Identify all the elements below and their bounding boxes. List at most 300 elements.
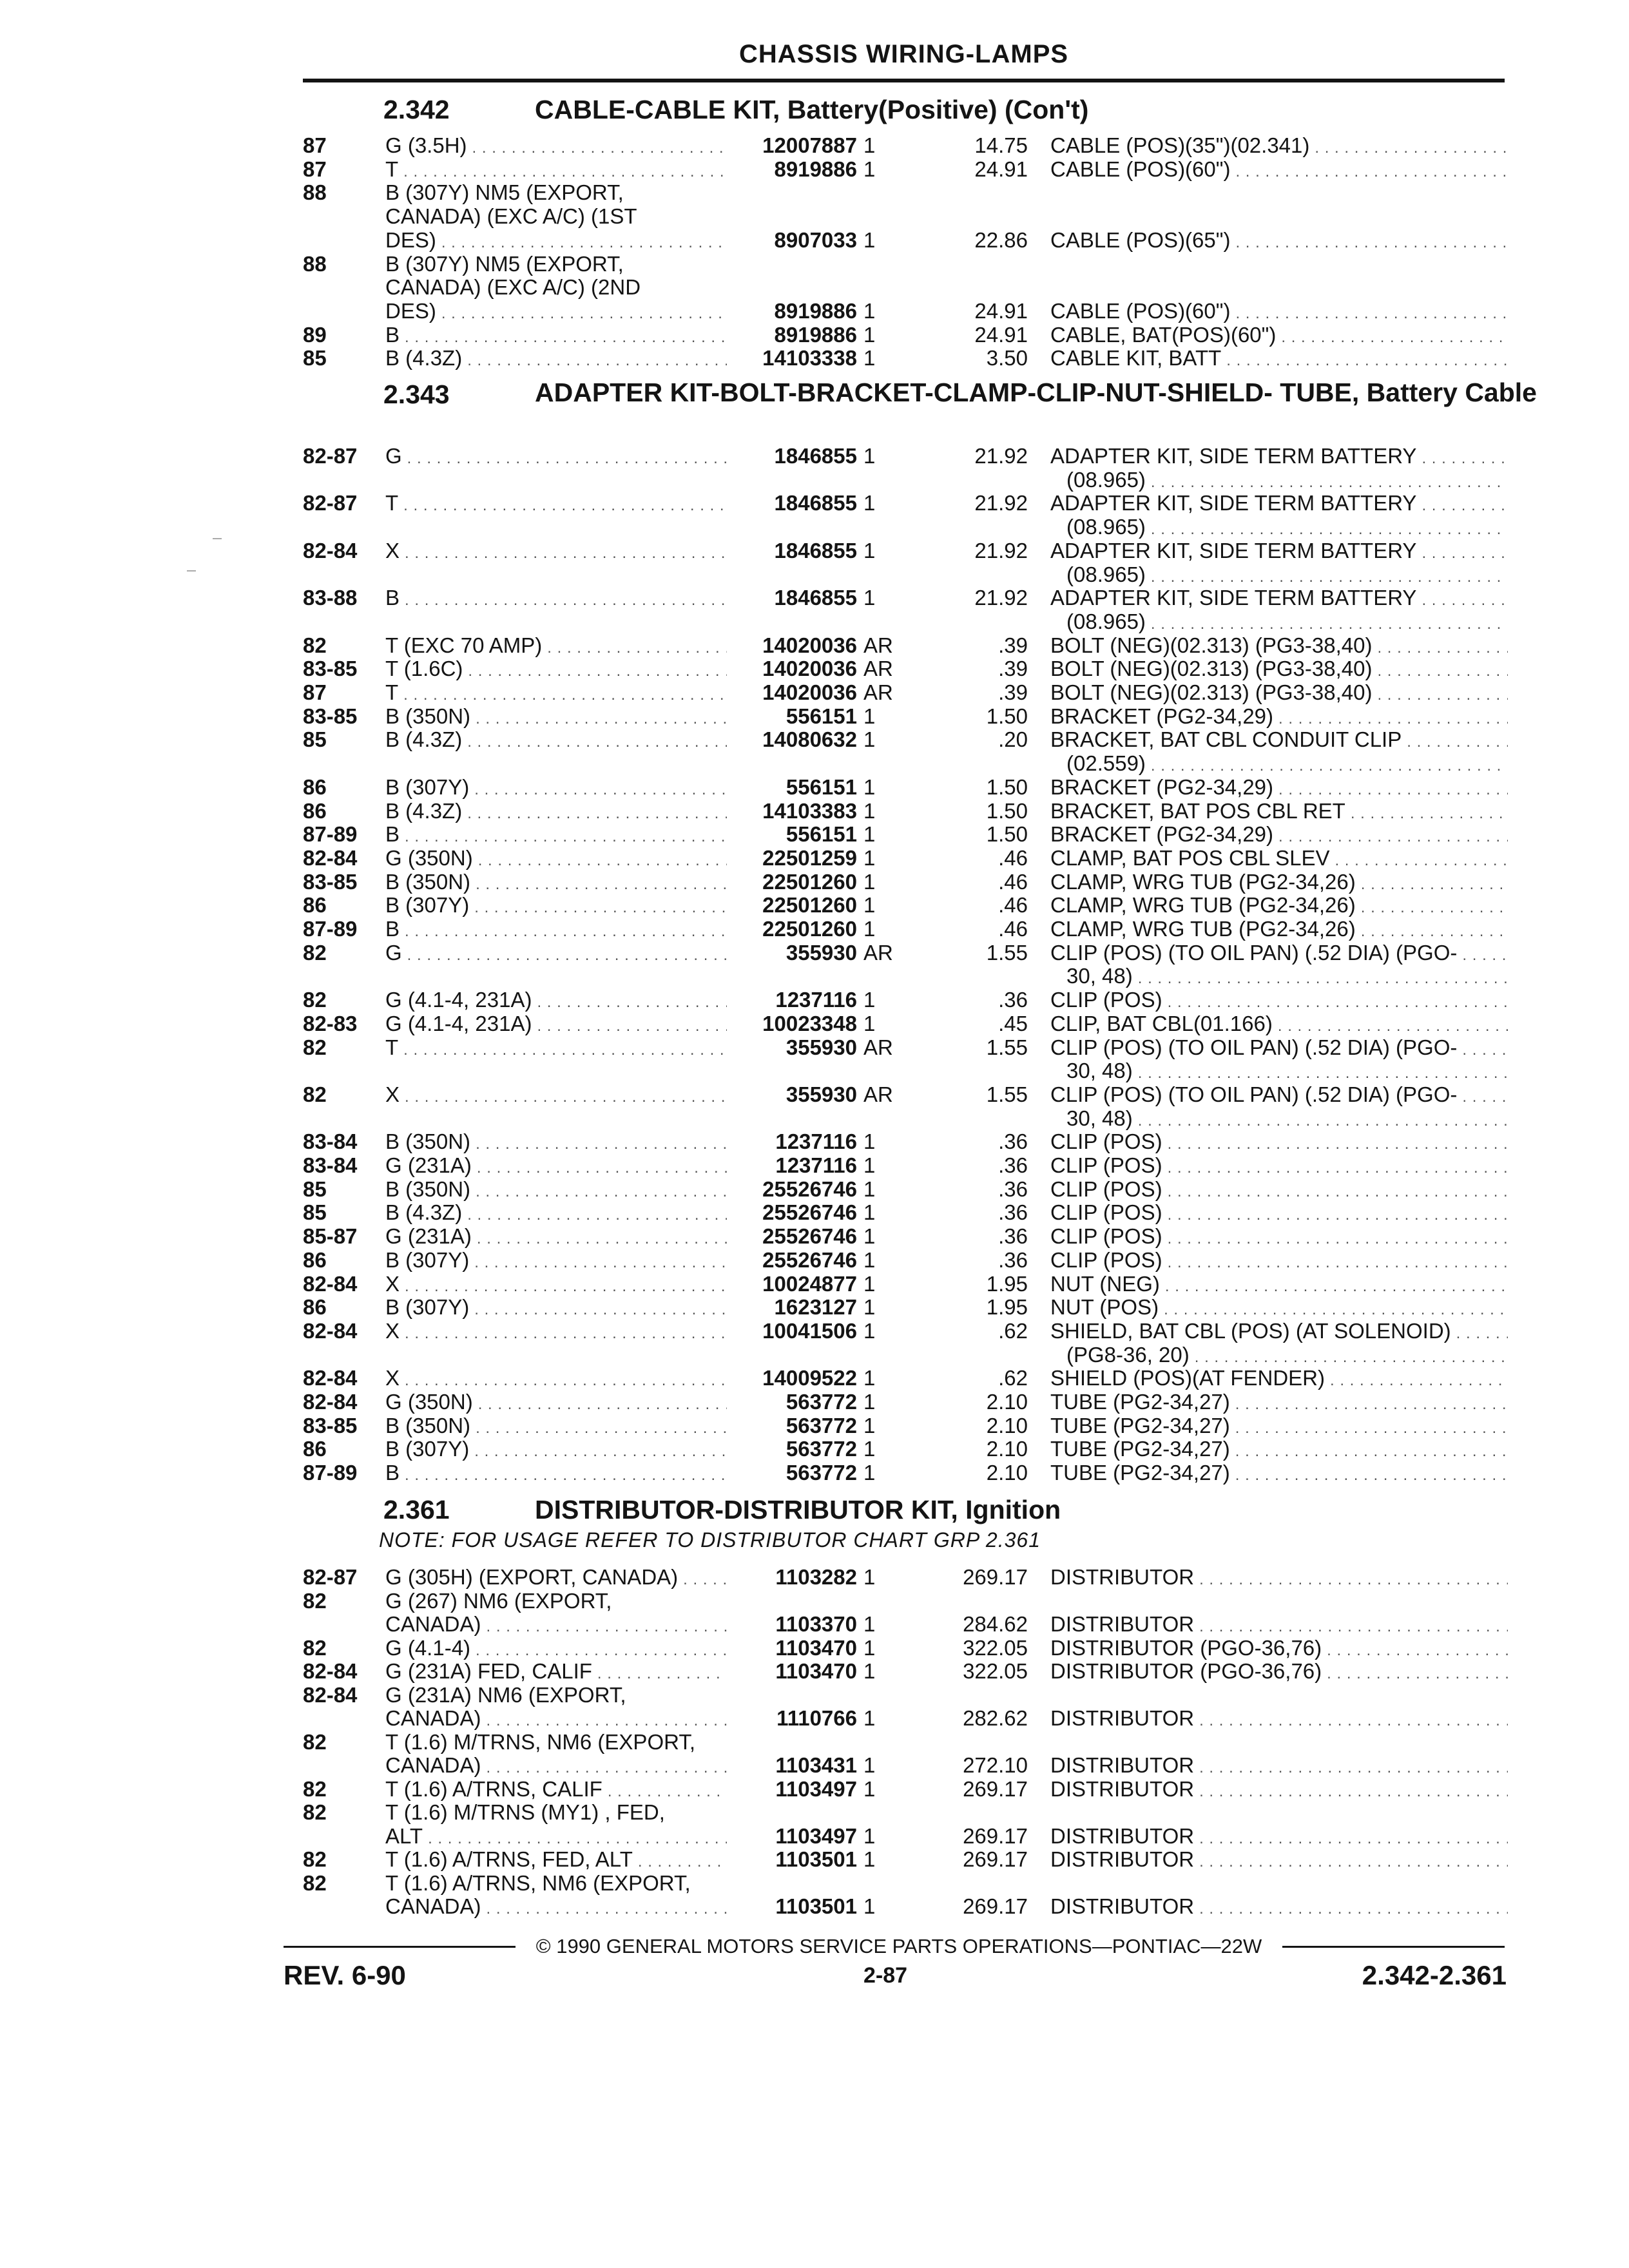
table-row	[0, 1731, 1629, 1754]
description: G (4.1-4) . . .	[385, 1637, 727, 1662]
model-year: 87-89	[303, 1461, 358, 1485]
model-year: 82	[303, 1636, 327, 1660]
part-name: CABLE (POS)(35")(02.341) . . .	[1050, 134, 1508, 160]
part-name: DISTRIBUTOR . . .	[1050, 1566, 1508, 1591]
part-name: CLIP (POS) . . .	[1050, 1249, 1508, 1274]
description: G (231A) FED, CALIF . . .	[385, 1660, 727, 1686]
quantity: 1	[863, 917, 876, 941]
table-row	[0, 515, 1629, 539]
part-number: 22501260	[762, 893, 857, 917]
model-year: 86	[303, 1248, 327, 1272]
footer-revision: REV. 6-90	[284, 1960, 406, 1990]
price: 1.55	[986, 941, 1028, 965]
table-row	[0, 1590, 1629, 1613]
table-row	[0, 752, 1629, 775]
section-title: DISTRIBUTOR-DISTRIBUTOR KIT, Ignition	[535, 1495, 1061, 1524]
part-name: 30, 48) . . .	[1066, 965, 1508, 990]
part-number: 1846855	[774, 586, 857, 610]
description: G (305H) (EXPORT, CANADA) . . .	[385, 1566, 727, 1591]
quantity: AR	[863, 680, 893, 704]
quantity: 1	[863, 1012, 876, 1035]
part-name: SHIELD (POS)(AT FENDER) . . .	[1050, 1367, 1508, 1392]
description: B . . .	[385, 823, 727, 849]
model-year: 86	[303, 893, 327, 917]
part-number: 355930	[786, 941, 857, 965]
description: B (350N) . . .	[385, 1178, 727, 1204]
description: B (4.3Z) . . .	[385, 347, 727, 372]
description: B . . .	[385, 323, 727, 349]
price: 1.50	[986, 799, 1028, 823]
part-number: 1103470	[775, 1659, 857, 1683]
table-row	[0, 965, 1629, 988]
part-name: BRACKET, BAT POS CBL RET . . .	[1050, 800, 1508, 825]
price: 1.50	[986, 704, 1028, 728]
part-name: BOLT (NEG)(02.313) (PG3-38,40) . . .	[1050, 634, 1508, 660]
description: G (3.5H) . . .	[385, 134, 727, 160]
part-name: CABLE, BAT(POS)(60") . . .	[1050, 323, 1508, 349]
table-row	[0, 1083, 1629, 1106]
part-name: ADAPTER KIT, SIDE TERM BATTERY . . .	[1050, 492, 1508, 517]
price: .45	[998, 1012, 1028, 1035]
price: 24.91	[974, 157, 1028, 181]
part-number: 1103497	[775, 1824, 857, 1848]
table-row	[0, 492, 1629, 515]
table-row	[0, 1825, 1629, 1848]
table-row	[0, 705, 1629, 728]
price: .46	[998, 893, 1028, 917]
model-year: 85-87	[303, 1224, 358, 1248]
description: DES) . . .	[385, 229, 727, 255]
quantity: 1	[863, 870, 876, 894]
quantity: AR	[863, 657, 893, 680]
part-number: 25526746	[762, 1177, 857, 1201]
quantity: AR	[863, 1035, 893, 1059]
part-number: 1846855	[774, 491, 857, 515]
quantity: 1	[863, 1390, 876, 1414]
quantity: 1	[863, 846, 876, 870]
description	[385, 563, 727, 589]
description	[385, 965, 727, 990]
table-row	[0, 870, 1629, 894]
model-year: 82-87	[303, 491, 358, 515]
part-name: DISTRIBUTOR . . .	[1050, 1825, 1508, 1850]
part-name: CLIP (POS) . . .	[1050, 1225, 1508, 1251]
part-name: CLAMP, BAT POS CBL SLEV . . .	[1050, 847, 1508, 872]
part-name: CLIP (POS) . . .	[1050, 1178, 1508, 1204]
model-year: 82-84	[303, 1390, 358, 1414]
model-year: 82	[303, 941, 327, 965]
footer-copyright: © 1990 GENERAL MOTORS SERVICE PARTS OPERATIONS—PONTIAC—22W	[535, 1935, 1262, 1957]
description: CANADA) . . .	[385, 1754, 727, 1780]
part-number: 10024877	[762, 1272, 857, 1296]
quantity: 1	[863, 299, 876, 323]
description: T (EXC 70 AMP) . . .	[385, 634, 727, 660]
quantity: 1	[863, 1461, 876, 1485]
part-name: CLIP (POS) (TO OIL PAN) (.52 DIA) (PGO- . . .	[1050, 941, 1508, 967]
price: 2.10	[986, 1437, 1028, 1461]
description: CANADA) . . .	[385, 1707, 727, 1733]
table-row	[0, 1461, 1629, 1485]
model-year: 82-84	[303, 1272, 358, 1296]
price: 322.05	[963, 1659, 1028, 1683]
part-name: DISTRIBUTOR . . .	[1050, 1895, 1508, 1921]
model-year: 82-83	[303, 1012, 358, 1035]
model-year: 89	[303, 323, 327, 347]
part-name: DISTRIBUTOR . . .	[1050, 1848, 1508, 1874]
part-name: CABLE (POS)(65") . . .	[1050, 229, 1508, 255]
price: 22.86	[974, 228, 1028, 252]
part-number: 25526746	[762, 1248, 857, 1272]
table-row	[0, 681, 1629, 704]
description: CANADA) . . .	[385, 1613, 727, 1639]
part-name: DISTRIBUTOR (PGO-36,76) . . .	[1050, 1660, 1508, 1686]
part-number: 1103370	[775, 1612, 857, 1636]
part-name	[1050, 276, 1508, 302]
description: T . . .	[385, 492, 727, 517]
part-number: 1846855	[774, 539, 857, 562]
page-title: CHASSIS WIRING-LAMPS	[738, 40, 1069, 68]
quantity: 1	[863, 1612, 876, 1636]
part-number: 14103383	[762, 799, 857, 823]
description: G (231A) . . .	[385, 1154, 727, 1180]
part-name: TUBE (PG2-34,27) . . .	[1050, 1461, 1508, 1487]
part-name: BRACKET (PG2-34,29) . . .	[1050, 776, 1508, 802]
model-year: 82	[303, 988, 327, 1012]
description: B (4.3Z) . . .	[385, 728, 727, 754]
description: B (350N) . . .	[385, 1130, 727, 1156]
part-number: 1237116	[775, 1129, 857, 1153]
part-number: 12007887	[762, 133, 857, 157]
table-row	[0, 1107, 1629, 1130]
part-name	[1050, 1590, 1508, 1615]
price: .39	[998, 657, 1028, 680]
part-name: ADAPTER KIT, SIDE TERM BATTERY . . .	[1050, 586, 1508, 612]
part-name: CABLE (POS)(60") . . .	[1050, 300, 1508, 325]
table-row	[0, 1225, 1629, 1248]
table-row	[0, 1249, 1629, 1272]
table-row	[0, 728, 1629, 751]
part-name	[1050, 181, 1508, 207]
quantity: 1	[863, 1636, 876, 1660]
part-name: CLIP (POS) . . .	[1050, 1201, 1508, 1227]
price: 322.05	[963, 1636, 1028, 1660]
description: X . . .	[385, 539, 727, 565]
quantity: 1	[863, 1272, 876, 1296]
margin-mark	[213, 538, 222, 539]
model-year: 82	[303, 633, 327, 657]
section-header	[383, 380, 1629, 408]
description: T . . .	[385, 158, 727, 184]
price: .46	[998, 846, 1028, 870]
price: .36	[998, 1248, 1028, 1272]
model-year: 82-84	[303, 539, 358, 562]
price: 1.50	[986, 775, 1028, 799]
table-row	[0, 1390, 1629, 1414]
quantity: 1	[863, 1706, 876, 1730]
part-number: 1110766	[776, 1706, 857, 1730]
part-name: DISTRIBUTOR . . .	[1050, 1754, 1508, 1780]
description: G . . .	[385, 445, 727, 470]
quantity: 1	[863, 1366, 876, 1390]
section-header	[383, 1495, 1629, 1524]
table-row	[0, 800, 1629, 823]
price: 2.10	[986, 1414, 1028, 1437]
description: T . . .	[385, 1036, 727, 1062]
quantity: AR	[863, 941, 893, 965]
part-name: CLIP (POS) . . .	[1050, 1130, 1508, 1156]
description: X . . .	[385, 1367, 727, 1392]
part-number: 1623127	[774, 1295, 857, 1319]
price: .36	[998, 1177, 1028, 1201]
quantity: 1	[863, 1659, 876, 1683]
quantity: 1	[863, 1177, 876, 1201]
description: X . . .	[385, 1273, 727, 1298]
table-row	[0, 610, 1629, 633]
quantity: 1	[863, 988, 876, 1012]
part-name: ADAPTER KIT, SIDE TERM BATTERY . . .	[1050, 445, 1508, 470]
description: G (231A) NM6 (EXPORT,	[385, 1684, 626, 1707]
quantity: 1	[863, 133, 876, 157]
table-row	[0, 1059, 1629, 1082]
description: T (1.6) M/TRNS (MY1) , FED,	[385, 1801, 665, 1824]
price: 2.10	[986, 1461, 1028, 1485]
quantity: 1	[863, 704, 876, 728]
model-year: 82-87	[303, 1565, 358, 1589]
model-year: 82	[303, 1589, 327, 1613]
quantity: 1	[863, 893, 876, 917]
description: G (350N) . . .	[385, 847, 727, 872]
table-row	[0, 445, 1629, 468]
table-row	[0, 1801, 1629, 1824]
table-row	[0, 1343, 1629, 1367]
description: G (350N) . . .	[385, 1390, 727, 1416]
price: .36	[998, 1153, 1028, 1177]
part-name: NUT (POS) . . .	[1050, 1296, 1508, 1321]
part-number: 14020036	[762, 633, 857, 657]
price: .39	[998, 680, 1028, 704]
part-name: NUT (NEG) . . .	[1050, 1273, 1508, 1298]
description: B . . .	[385, 586, 727, 612]
price: 14.75	[974, 133, 1028, 157]
part-name: CLIP (POS) (TO OIL PAN) (.52 DIA) (PGO- . . .	[1050, 1036, 1508, 1062]
table-row	[0, 1012, 1629, 1035]
table-row	[0, 1154, 1629, 1177]
part-number: 1103282	[775, 1565, 857, 1589]
price: 284.62	[963, 1612, 1028, 1636]
part-name: CLIP (POS) . . .	[1050, 988, 1508, 1014]
price: .36	[998, 1200, 1028, 1224]
model-year: 87	[303, 680, 327, 704]
model-year: 82-84	[303, 1659, 358, 1683]
part-name: BRACKET (PG2-34,29) . . .	[1050, 823, 1508, 849]
table-row	[0, 539, 1629, 562]
description: X . . .	[385, 1320, 727, 1345]
model-year: 82	[303, 1035, 327, 1059]
quantity: 1	[863, 822, 876, 846]
table-row	[0, 941, 1629, 965]
part-name	[1050, 205, 1508, 231]
part-number: 14103338	[762, 346, 857, 370]
part-name	[1050, 1801, 1508, 1827]
section-number: 2.343	[383, 380, 450, 409]
description: B (350N) . . .	[385, 870, 727, 896]
model-year: 88	[303, 252, 327, 276]
part-name	[1050, 253, 1508, 278]
part-name: BOLT (NEG)(02.313) (PG3-38,40) . . .	[1050, 681, 1508, 707]
part-number: 1103497	[775, 1777, 857, 1801]
quantity: 1	[863, 444, 876, 468]
part-number: 10023348	[762, 1012, 857, 1035]
part-name: ADAPTER KIT, SIDE TERM BATTERY . . .	[1050, 539, 1508, 565]
model-year: 87	[303, 133, 327, 157]
table-row	[0, 1895, 1629, 1918]
table-row	[0, 634, 1629, 657]
table-row	[0, 276, 1629, 299]
part-number: 14020036	[762, 657, 857, 680]
part-number: 556151	[786, 775, 857, 799]
table-row	[0, 1201, 1629, 1224]
table-row	[0, 1130, 1629, 1153]
model-year: 83-85	[303, 1414, 358, 1437]
quantity: 1	[863, 1565, 876, 1589]
part-number: 563772	[786, 1437, 857, 1461]
model-year: 88	[303, 180, 327, 204]
price: 24.91	[974, 323, 1028, 347]
part-name: BRACKET, BAT CBL CONDUIT CLIP . . .	[1050, 728, 1508, 754]
table-row	[0, 1754, 1629, 1777]
description: CANADA) . . .	[385, 1895, 727, 1921]
part-number: 355930	[786, 1035, 857, 1059]
price: 269.17	[963, 1847, 1028, 1871]
quantity: 1	[863, 1753, 876, 1777]
table-row	[0, 347, 1629, 370]
description: B (307Y) NM5 (EXPORT,	[385, 253, 624, 276]
quantity: 1	[863, 799, 876, 823]
part-name: (PG8-36, 20) . . .	[1066, 1343, 1508, 1369]
description: B (307Y) . . .	[385, 1437, 727, 1463]
price: 269.17	[963, 1777, 1028, 1801]
description: G (4.1-4, 231A) . . .	[385, 1012, 727, 1038]
description: B (4.3Z) . . .	[385, 1201, 727, 1227]
description: T . . .	[385, 681, 727, 707]
description: G (4.1-4, 231A) . . .	[385, 988, 727, 1014]
table-row	[0, 563, 1629, 586]
description	[385, 1107, 727, 1133]
table-row	[0, 1273, 1629, 1296]
table-row	[0, 468, 1629, 492]
model-year: 87	[303, 157, 327, 181]
price: 21.92	[974, 444, 1028, 468]
table-row	[0, 134, 1629, 157]
model-year: 85	[303, 1200, 327, 1224]
model-year: 82	[303, 1871, 327, 1895]
section-number: 2.342	[383, 95, 450, 124]
description: B (350N) . . .	[385, 1414, 727, 1440]
part-number: 556151	[786, 822, 857, 846]
section-title: CABLE-CABLE KIT, Battery(Positive) (Con't)	[535, 95, 1089, 124]
description: B (307Y) . . .	[385, 894, 727, 919]
part-name	[1050, 1872, 1508, 1898]
table-row	[0, 586, 1629, 610]
part-number: 22501259	[762, 846, 857, 870]
model-year: 82-84	[303, 1366, 358, 1390]
table-row	[0, 988, 1629, 1012]
description	[385, 1343, 727, 1369]
part-name: SHIELD, BAT CBL (POS) (AT SOLENOID) . . .	[1050, 1320, 1508, 1345]
model-year: 82-84	[303, 846, 358, 870]
part-number: 1103501	[775, 1894, 857, 1918]
description: B (4.3Z) . . .	[385, 800, 727, 825]
price: .39	[998, 633, 1028, 657]
description: ALT . . .	[385, 1825, 727, 1850]
table-row	[0, 253, 1629, 276]
part-number: 1103470	[775, 1636, 857, 1660]
model-year: 85	[303, 1177, 327, 1201]
description: T (1.6C) . . .	[385, 657, 727, 683]
part-name: BRACKET (PG2-34,29) . . .	[1050, 705, 1508, 731]
model-year: 82-84	[303, 1319, 358, 1343]
table-row	[0, 1872, 1629, 1895]
part-number: 25526746	[762, 1224, 857, 1248]
model-year: 82	[303, 1730, 327, 1754]
part-name: CLAMP, WRG TUB (PG2-34,26) . . .	[1050, 918, 1508, 943]
quantity: 1	[863, 1224, 876, 1248]
price: .20	[998, 727, 1028, 751]
description	[385, 1059, 727, 1085]
part-name: (08.965) . . .	[1066, 563, 1508, 589]
part-number: 563772	[786, 1414, 857, 1437]
table-row	[0, 1036, 1629, 1059]
part-name: CABLE KIT, BATT . . .	[1050, 347, 1508, 372]
table-row	[0, 1320, 1629, 1343]
quantity: 1	[863, 1824, 876, 1848]
part-name: DISTRIBUTOR . . .	[1050, 1707, 1508, 1733]
model-year: 86	[303, 1437, 327, 1461]
quantity: 1	[863, 346, 876, 370]
part-number: 22501260	[762, 870, 857, 894]
model-year: 83-84	[303, 1153, 358, 1177]
price: 1.55	[986, 1082, 1028, 1106]
description: B . . .	[385, 1461, 727, 1487]
part-number: 8919886	[774, 299, 857, 323]
table-row	[0, 918, 1629, 941]
part-name: DISTRIBUTOR (PGO-36,76) . . .	[1050, 1637, 1508, 1662]
part-name: 30, 48) . . .	[1066, 1107, 1508, 1133]
description: B (307Y) . . .	[385, 776, 727, 802]
description: CANADA) (EXC A/C) (1ST	[385, 205, 637, 228]
part-name: BOLT (NEG)(02.313) (PG3-38,40) . . .	[1050, 657, 1508, 683]
price: 269.17	[963, 1894, 1028, 1918]
table-row	[0, 1778, 1629, 1801]
quantity: 1	[863, 586, 876, 610]
table-row	[0, 205, 1629, 228]
quantity: 1	[863, 1894, 876, 1918]
part-name: CLIP, BAT CBL(01.166) . . .	[1050, 1012, 1508, 1038]
part-name: CABLE (POS)(60") . . .	[1050, 158, 1508, 184]
table-row	[0, 823, 1629, 846]
table-row	[0, 1848, 1629, 1871]
price: 269.17	[963, 1565, 1028, 1589]
price: .36	[998, 988, 1028, 1012]
table-row	[0, 1296, 1629, 1319]
part-name: (02.559) . . .	[1066, 752, 1508, 778]
description: B (307Y) . . .	[385, 1249, 727, 1274]
footer-range: 2.342-2.361	[1362, 1960, 1507, 1990]
quantity: 1	[863, 1847, 876, 1871]
usage-note: NOTE: FOR USAGE REFER TO DISTRIBUTOR CHART GRP 2.361	[379, 1528, 1041, 1552]
description	[385, 752, 727, 778]
price: 282.62	[963, 1706, 1028, 1730]
